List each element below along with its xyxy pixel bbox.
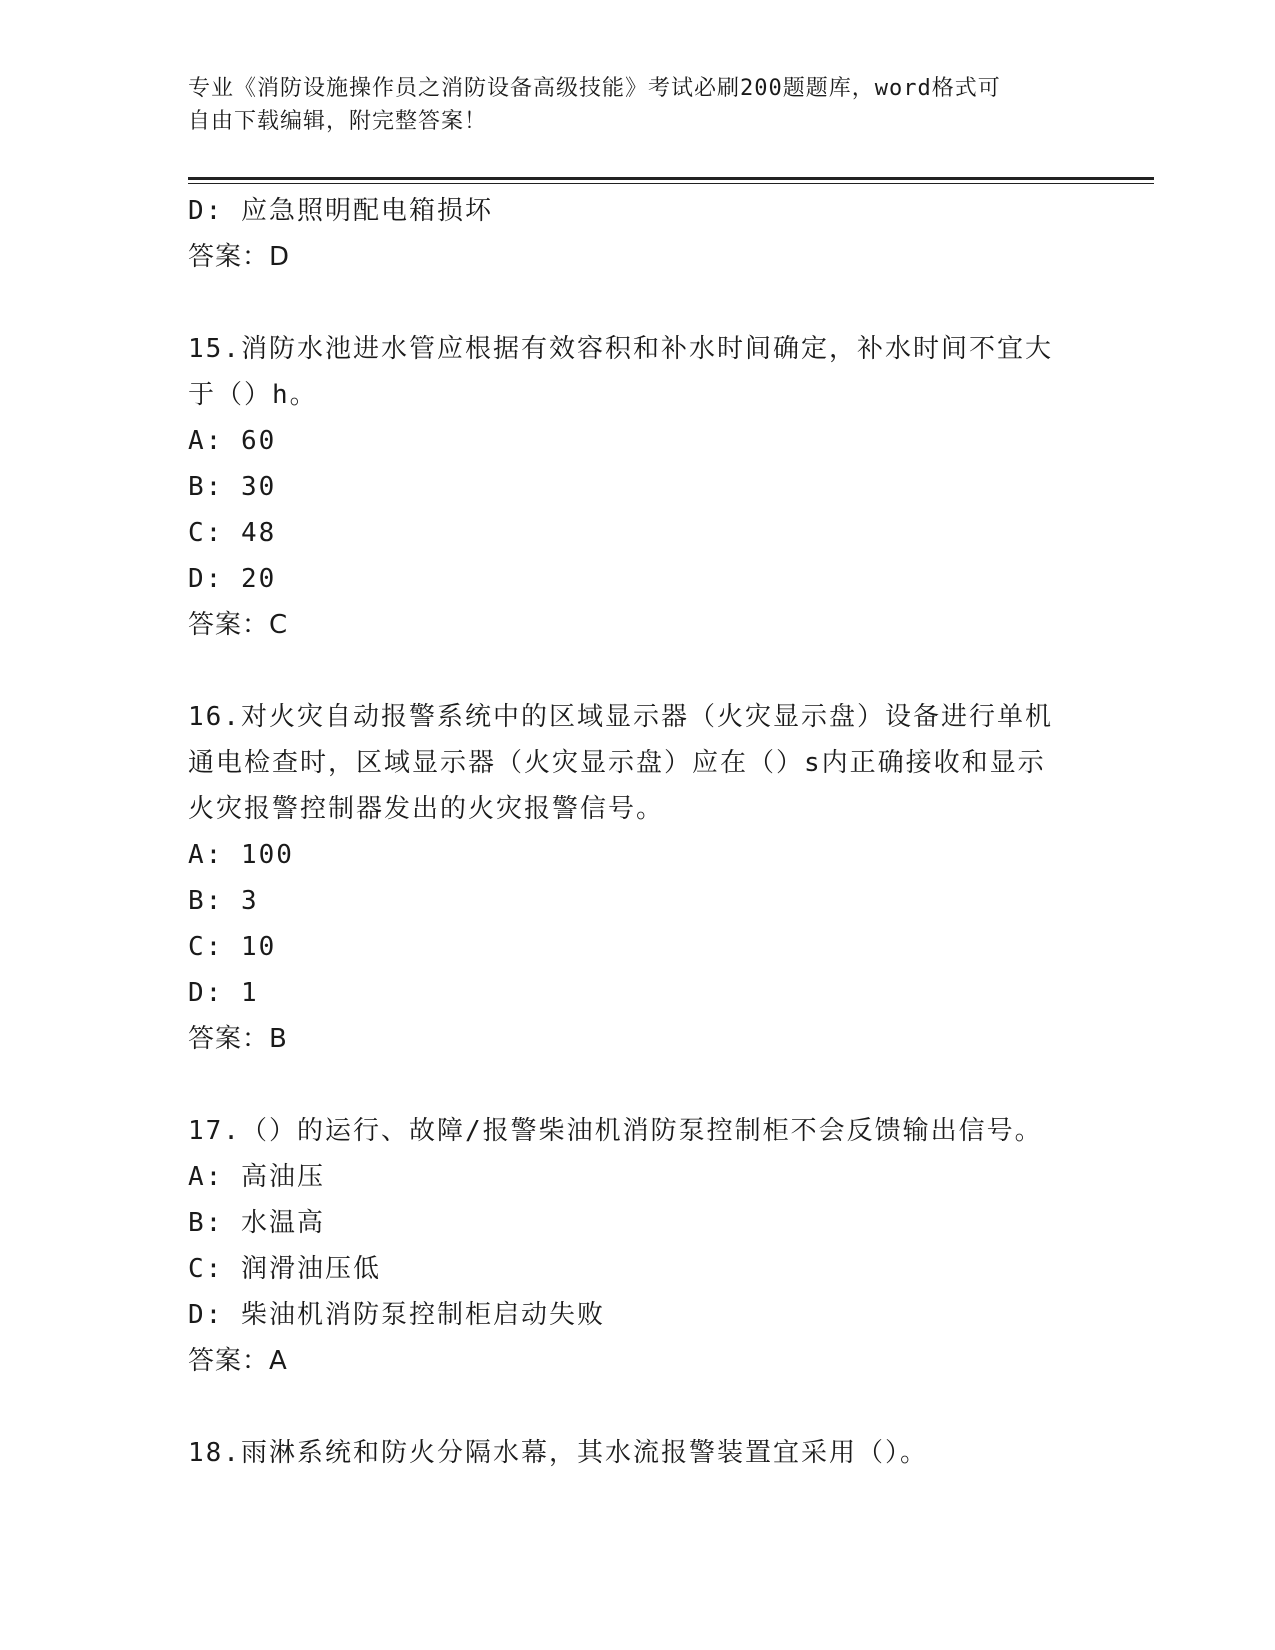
header-divider-thick — [188, 177, 1154, 180]
option-a: A: 高油压 — [188, 1162, 325, 1192]
question-list — [188, 188, 1088, 1476]
spacer — [188, 280, 1088, 326]
option-d: D: 1 — [188, 978, 259, 1008]
question-stem-line: 于（）h。 — [188, 380, 318, 410]
document-header — [188, 72, 1088, 138]
header-line-1: 专业《消防设施操作员之消防设备高级技能》考试必刷200题题库，word格式可 — [188, 76, 1001, 101]
option-c: C: 润滑油压低 — [188, 1254, 381, 1284]
question-17 — [188, 1108, 1088, 1384]
answer-line: 答案：D — [188, 242, 291, 272]
question-15 — [188, 326, 1088, 648]
option-b: B: 3 — [188, 886, 259, 916]
answer-line: 答案：C — [188, 610, 289, 640]
answer-line: 答案：A — [188, 1346, 288, 1376]
question-stem-line: 18.雨淋系统和防火分隔水幕，其水流报警装置宜采用（）。 — [188, 1438, 928, 1468]
question-stem-line: 15.消防水池进水管应根据有效容积和补水时间确定，补水时间不宜大 — [188, 334, 1053, 364]
spacer — [188, 1062, 1088, 1108]
question-16 — [188, 694, 1088, 1062]
option-a: A: 60 — [188, 426, 277, 456]
option-a: A: 100 — [188, 840, 294, 870]
question-18 — [188, 1430, 1088, 1476]
option-d: D: 应急照明配电箱损坏 — [188, 196, 493, 226]
header-line-2: 自由下载编辑，附完整答案！ — [188, 109, 488, 134]
question-stem-line: 17.（）的运行、故障/报警柴油机消防泵控制柜不会反馈输出信号。 — [188, 1116, 1043, 1146]
option-b: B: 30 — [188, 472, 277, 502]
option-c: C: 10 — [188, 932, 277, 962]
option-c: C: 48 — [188, 518, 277, 548]
option-b: B: 水温高 — [188, 1208, 325, 1238]
answer-line: 答案：B — [188, 1024, 288, 1054]
question-stem-line: 通电检查时，区域显示器（火灾显示盘）应在（）s内正确接收和显示 — [188, 748, 1046, 778]
option-d: D: 柴油机消防泵控制柜启动失败 — [188, 1300, 605, 1330]
header-divider-thin — [188, 183, 1154, 184]
option-d: D: 20 — [188, 564, 277, 594]
spacer — [188, 1384, 1088, 1430]
question-stem-line: 16.对火灾自动报警系统中的区域显示器（火灾显示盘）设备进行单机 — [188, 702, 1053, 732]
spacer — [188, 648, 1088, 694]
question-stem-line: 火灾报警控制器发出的火灾报警信号。 — [188, 794, 665, 824]
